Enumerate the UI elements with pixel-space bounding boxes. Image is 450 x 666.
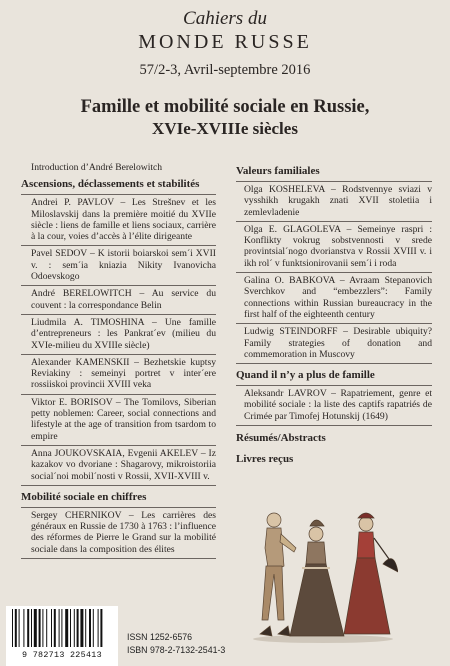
introduction-line: Introduction d’André Berelowitch: [31, 162, 163, 173]
barcode-bar: [74, 609, 75, 647]
barcode-bar: [85, 609, 86, 647]
barcode-bar: [15, 609, 17, 647]
barcode-bar: [77, 609, 79, 647]
barcode-bar: [98, 609, 99, 647]
toc-entry: Liudmila A. TIMOSHINA – Une famille d’entrepreneurs : les Pankrat´ev (milieu du XVIe-milieu du XVIIIe siècle): [21, 314, 216, 354]
illustration-drawing: [248, 508, 398, 644]
barcode-bar: [12, 609, 13, 647]
barcode-bar: [61, 609, 62, 647]
toc-entry: Alexander KAMENSKII – Bezhetskie kuptsy Reviakiny : semeinyi portret v inter´ere rossiiskoi provincii XVIII veka: [21, 354, 216, 394]
section-heading-livres: Livres reçus: [236, 453, 294, 466]
toc-entry: Olga KOSHELEVA – Rodstvennye sviazi v vysshikh krugakh znati XVII stoletiia i zemlevladenie: [236, 181, 432, 221]
toc-entry: Pavel SEDOV – K istorii boiarskoi sem´i XVII v. : sem´ia kniazia Nikity Ivanovicha Odoevskogo: [21, 245, 216, 285]
barcode-bar: [42, 609, 43, 647]
issn-line: ISSN 1252-6576: [127, 632, 193, 642]
toc-entry: Viktor E. BORISOV – The Tomilovs, Siberian petty noblemen: Career, social connections and lifestyle at the age of transition from tsardom to empire: [21, 394, 216, 445]
issue-title: [0, 96, 450, 140]
barcode-bar: [31, 609, 32, 647]
toc-entry: André BERELOWITCH – Au service du couvent : la correspondance Belin: [21, 285, 216, 314]
journal-title-line2: MONDE RUSSE: [138, 31, 312, 53]
toc-entry: Anna JOUKOVSKAIA, Evgenii AKELEV – Iz kazakov vo dvoriane : Shagarovy, mikroistoriia social´noi mobil´nosti v Rossii, XVII-XVIII v.: [21, 445, 216, 486]
section-heading-resumes: Résumés/Abstracts: [236, 432, 326, 445]
toc-entry: Andrei P. PAVLOV – Les Strešnev et les Miloslavskij dans la première moitié du XVIIe siècle : liens de famille et liens sociaux, carrière à la cour, voies d’accès à l’élite dirigeante: [21, 194, 216, 245]
barcode-bar: [23, 609, 24, 647]
isbn-line: ISBN 978-2-7132-2541-3: [127, 645, 226, 655]
barcode-bar: [70, 609, 71, 647]
barcode: [6, 606, 118, 666]
barcode-bar: [54, 609, 56, 647]
barcode-bar: [65, 609, 68, 647]
contents-left-column: [21, 162, 216, 564]
barcode-bars: [6, 606, 118, 650]
barcode-bar: [46, 609, 47, 647]
contents-right-column: [236, 162, 432, 469]
barcode-bar: [100, 609, 102, 647]
period-figures-illustration: [248, 508, 398, 644]
barcode-bar: [19, 609, 20, 647]
issue-info: 57/2-3, Avril-septembre 2016: [139, 62, 311, 78]
toc-entry: Ludwig STEINDORFF – Desirable ubiquity? Family strategies of donation and commemoration in Muscovy: [236, 323, 432, 364]
barcode-bar: [89, 609, 91, 647]
toc-entry: Aleksandr LAVROV – Rapatriement, genre et mobilité sociale : la liste des captifs rapatriés de Crimée par Timofej Hotunskij (1649): [236, 385, 432, 426]
barcode-bar: [39, 609, 41, 647]
section-entries-famille: [236, 385, 432, 426]
section-heading-mobilite: Mobilité sociale en chiffres: [21, 490, 147, 503]
toc-entry: Sergey CHERNIKOV – Les carrières des généraux en Russie de 1730 à 1763 : l’influence des réformes de Pierre le Grand sur la mobilité sociale dans la composition des élites: [21, 507, 216, 559]
barcode-bar: [51, 609, 52, 647]
barcode-bar: [27, 609, 29, 647]
section-entries-mobilite: [21, 507, 216, 559]
section-entries-ascensions: [21, 194, 216, 486]
section-heading-ascensions: Ascensions, déclassements et stabilités: [21, 178, 200, 191]
isbn-block: [127, 631, 225, 657]
section-heading-famille: Quand il n’y a plus de famille: [236, 369, 375, 382]
journal-title-line1: Cahiers du: [183, 8, 267, 29]
barcode-bar: [80, 609, 83, 647]
barcode-bar: [34, 609, 37, 647]
issue-title-line2: XVIe-XVIIIe siècles: [152, 119, 298, 138]
toc-entry: Olga E. GLAGOLEVA – Semeinye raspri : Konflikty vokrug sobstvennosti v srede provintsial´nogo dvorianstva v Rossii XVIII v. i ikh rol´ v funktsionirovanii sem´i i roda: [236, 221, 432, 272]
barcode-bar: [93, 609, 94, 647]
barcode-bar: [59, 609, 60, 647]
section-entries-valeurs: [236, 181, 432, 364]
barcode-number: 9 782713 225413: [22, 650, 102, 660]
issue-title-line1: Famille et mobilité sociale en Russie,: [80, 97, 370, 117]
toc-entry: Galina O. BABKOVA – Avraam Stepanovich Sverchkov and “embezzlers”: Family connections within Russian bureaucracy in the first half of the eighteenth century: [236, 272, 432, 323]
section-heading-valeurs: Valeurs familiales: [236, 165, 320, 177]
journal-header: [0, 8, 450, 80]
